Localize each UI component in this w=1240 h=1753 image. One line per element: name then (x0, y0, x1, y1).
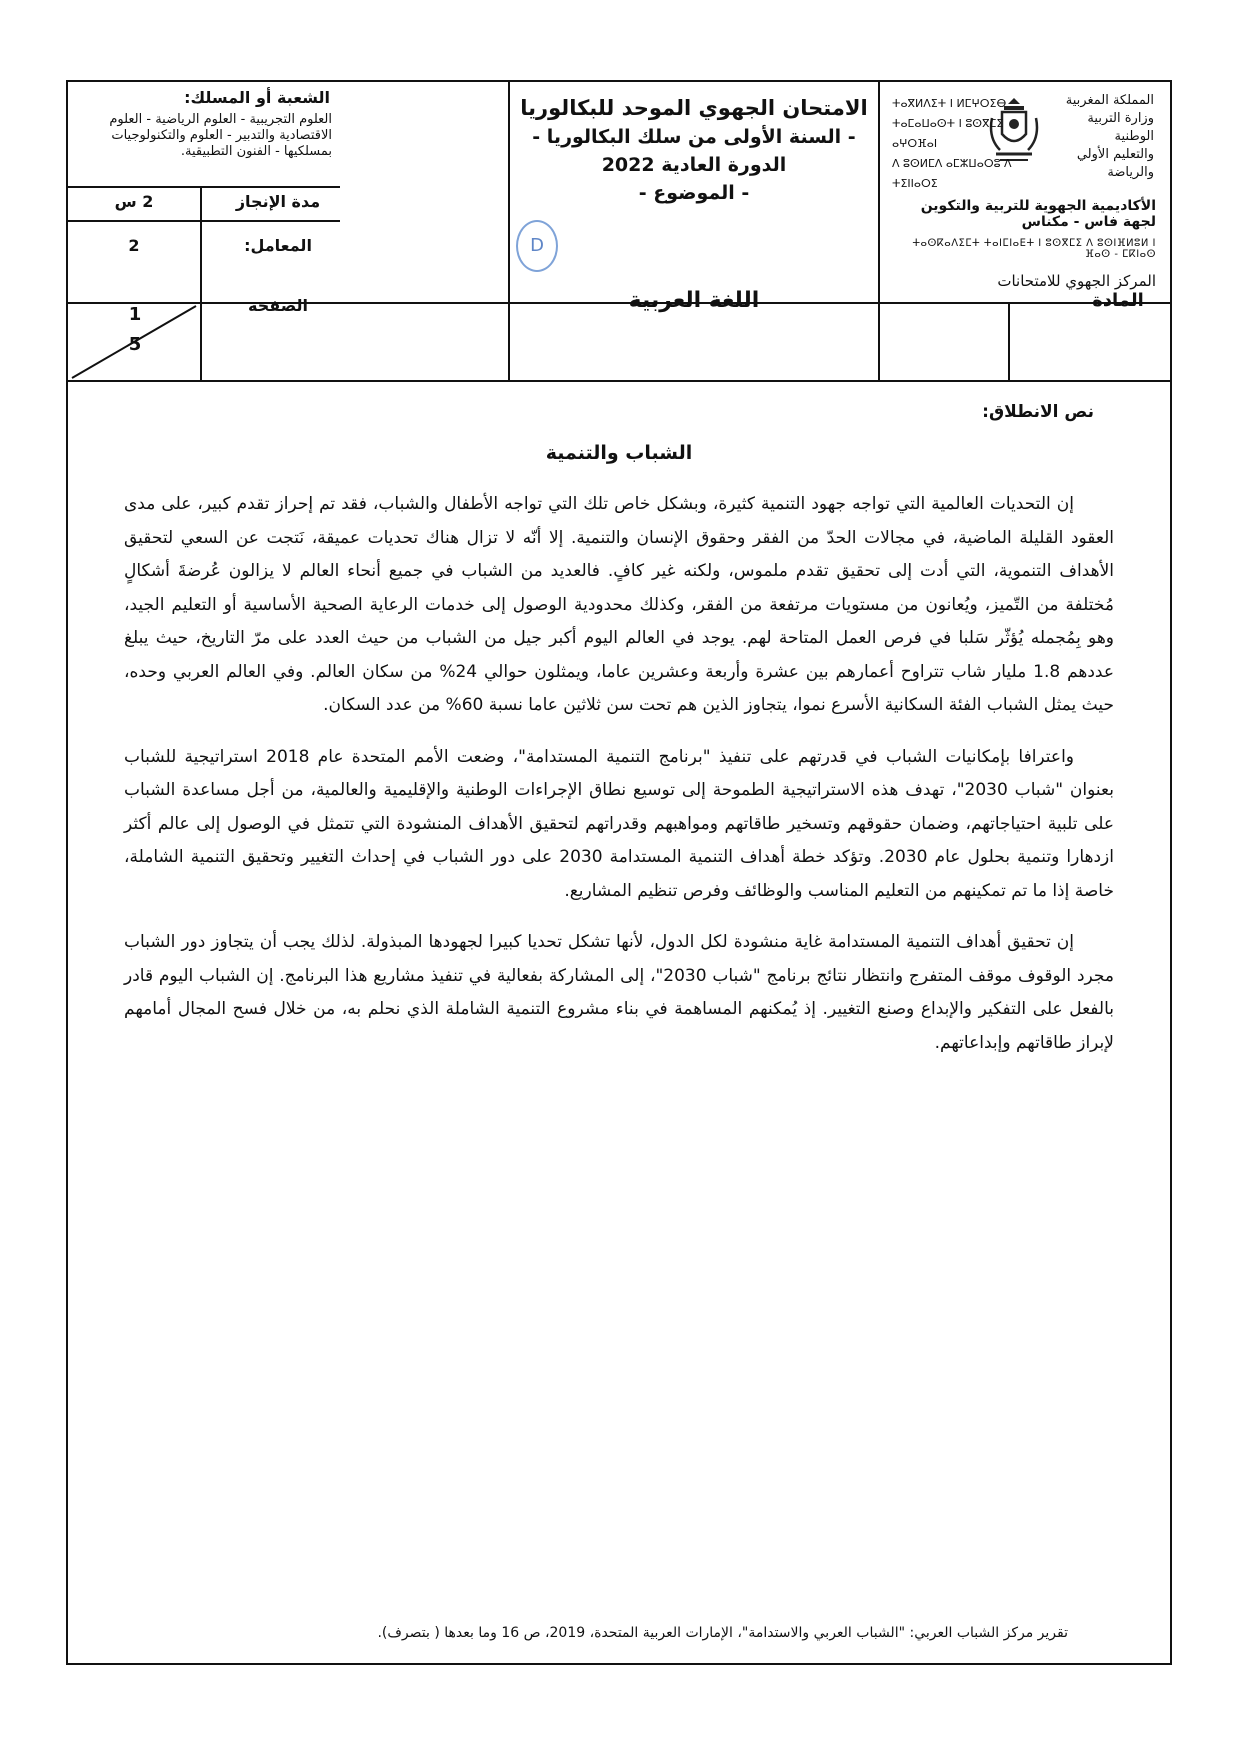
exam-page-frame (66, 80, 1172, 1665)
divider (68, 220, 340, 222)
exam-session: الدورة العادية 2022 (601, 154, 787, 176)
institution-name-arabic: المملكة المغربية وزارة التربية الوطنية والتعليم الأولي والرياضة (1065, 93, 1154, 180)
stream-block (68, 82, 340, 186)
paragraph: إن تحقيق أهداف التنمية المستدامة غاية منشودة لكل الدول، لأنها تشكل تحديا كبيرا لجهودها المبذولة. لذلك يجب أن يتجاوز دور الشباب مجرد الوقوف موقف المتفرج وانتظار نتائج برنامج "شباب 2030"، إلى المشاركة بفعالية في تنفيذ مشاريع هذا البرنامج. إن الشباب اليوم قادر بالفعل على التفكير والإبداع وصنع التغيير. إذ يُمكنهم المساهمة في بناء مشروع التنمية الشاملة الذي نحلم به، من خلال فسح المجال أمامهم لإبراز طاقاتهم وإبداعاتهم. (124, 932, 1114, 1053)
stream-label: الشعبة أو المسلك: (184, 88, 330, 107)
source-citation: تقرير مركز الشباب العربي: "الشباب العربي والاستدامة"، الإمارات العربية المتحدة، 2019، ص 16 وما بعدها ( بتصرف). (377, 1625, 1068, 1641)
exam-body (108, 382, 1130, 1663)
academy-name-tifinagh: ⵜⴰⵙⴽⴰⴷⵉⵎⵜ ⵜⴰⵏⵎⵏⴰⴹⵜ ⵏ ⵓⵙⴳⵎⵉ ⴷ ⵓⵙⵏⴼⵍⵓⵍ ⵏ ⴼⴰⵙ - ⵎⴽⵏⴰⵙ (912, 238, 1156, 260)
duration-label: مدة الإنجاز (235, 192, 321, 211)
divider (200, 186, 202, 382)
page-current: 1 (128, 304, 142, 325)
handwritten-stamp: D (516, 220, 558, 272)
subject-marker: - الموضوع - (638, 182, 750, 204)
academy-name: الأكاديمية الجهوية للتربية والتكوين لجهة فاس - مكناس (920, 198, 1156, 230)
stream-list: العلوم التجريبية - العلوم الرياضية - العلوم الاقتصادية والتدبير - العلوم والتكنولوجيات بمسلكيها - الفنون التطبيقية. (109, 112, 332, 159)
divider (1008, 302, 1010, 382)
subject-value: اللغة العربية (628, 288, 760, 313)
exam-header (68, 82, 1170, 382)
institution-block (880, 82, 1170, 302)
text-title: الشباب والتنمية (545, 442, 693, 464)
institution-name-tifinagh: ⵜⴰⴳⵍⴷⵉⵜ ⵏ ⵍⵎⵖⵔⵉⴱ ⵜⴰⵎⴰⵡⴰⵙⵜ ⵏ ⵓⵙⴳⵎⵉ ⴰⵖⵔⴼⴰⵏ ⴷ ⵓⵙⵍⵎⴷ ⴰⵎⵣⵡⴰⵔⵓ ⴷ ⵜⵉⵏⵏⴰⵔⵉ (892, 97, 1012, 190)
coefficient-label: المعامل: (244, 236, 312, 255)
paragraph: واعترافا بإمكانيات الشباب في قدرتهم على تنفيذ "برنامج التنمية المستدامة"، وضعت الأمم المتحدة عام 2018 استراتيجية للشباب بعنوان "شباب 2030"، تهدف هذه الاستراتيجية الطموحة إلى توسيع نطاق الإجراءات الوطنية والإقليمية والعالمية، من أجل مساعدة الشباب على تلبية احتياجاتهم، وضمان حقوقهم وتسخير طاقاتهم ومواهبهم وقدراتهم لتحقيق الأهداف المنشودة التي تتمثل في الوصول إلى عالم أكثر ازدهارا وتنمية بحلول عام 2030. وتؤكد خطة أهداف التنمية المستدامة 2030 على دور الشباب في إحداث التغيير وتحقيق التنمية الشاملة، خاصة إذا ما تم تمكينهم من التعليم المناسب والوظائف وفرص تنظيم المشاريع. (124, 746, 1114, 901)
exam-level: - السنة الأولى من سلك البكالوريا - (532, 126, 856, 148)
paragraph: إن التحديات العالمية التي تواجه جهود التنمية كثيرة، وبشكل خاص تلك التي تواجه الأطفال والشباب، فقد تم إحراز تقدم كبير، على مدى العقود القليلة الماضية، في مجالات الحدّ من الفقر وحقوق الإنسان والتنمية. إلا أنّه لا تزال هناك تحديات عميقة، نَتجت عن السعي لتحقيق الأهداف التنموية، التي أدت إلى تحقيق تقدم ملموس، ولكنه غير كافٍ. فالعديد من الشباب في جميع أنحاء العالم لا يزالون عُرضةَ أشكالٍ مُختلفة من التّميز، ويُعانون من مستويات مرتفعة من الفقر، وكذلك محدودية الوصول إلى خدمات الرعاية الصحية الأساسية أو التعليم الجيد، وهو بِمُجمله يُؤثّر سَلبا في فرص العمل المتاحة لهم. يوجد في العالم اليوم أكبر جيل من الشباب من حيث العدد على مرّ التاريخ، حيث يبلغ عددهم 1.8 مليار شاب تتراوح أعمارهم بين عشرة وأربعة وعشرين عاما، ويمثلون حوالي 24% من سكان العالم. وفي العالم العربي وحده، حيث يمثل الشباب الفئة السكانية الأسرع نموا، يتجاوز الذين هم تحت سن ثلاثين عاما نسبة 60% من عدد السكان. (124, 494, 1114, 715)
page-total: 5 (128, 334, 142, 355)
exam-title: الامتحان الجهوي الموحد للبكالوريا (520, 96, 868, 120)
intro-label: نص الانطلاق: (982, 402, 1094, 422)
divider (68, 186, 340, 188)
coefficient-value: 2 (128, 236, 140, 255)
text-paragraphs (124, 488, 1114, 1078)
exam-title-block (510, 82, 878, 302)
page-label: الصفحة (247, 296, 308, 315)
duration-value: 2 س (114, 192, 154, 211)
exam-center-name: المركز الجهوي للامتحانات (997, 272, 1156, 290)
subject-label: المادة (1092, 290, 1144, 311)
